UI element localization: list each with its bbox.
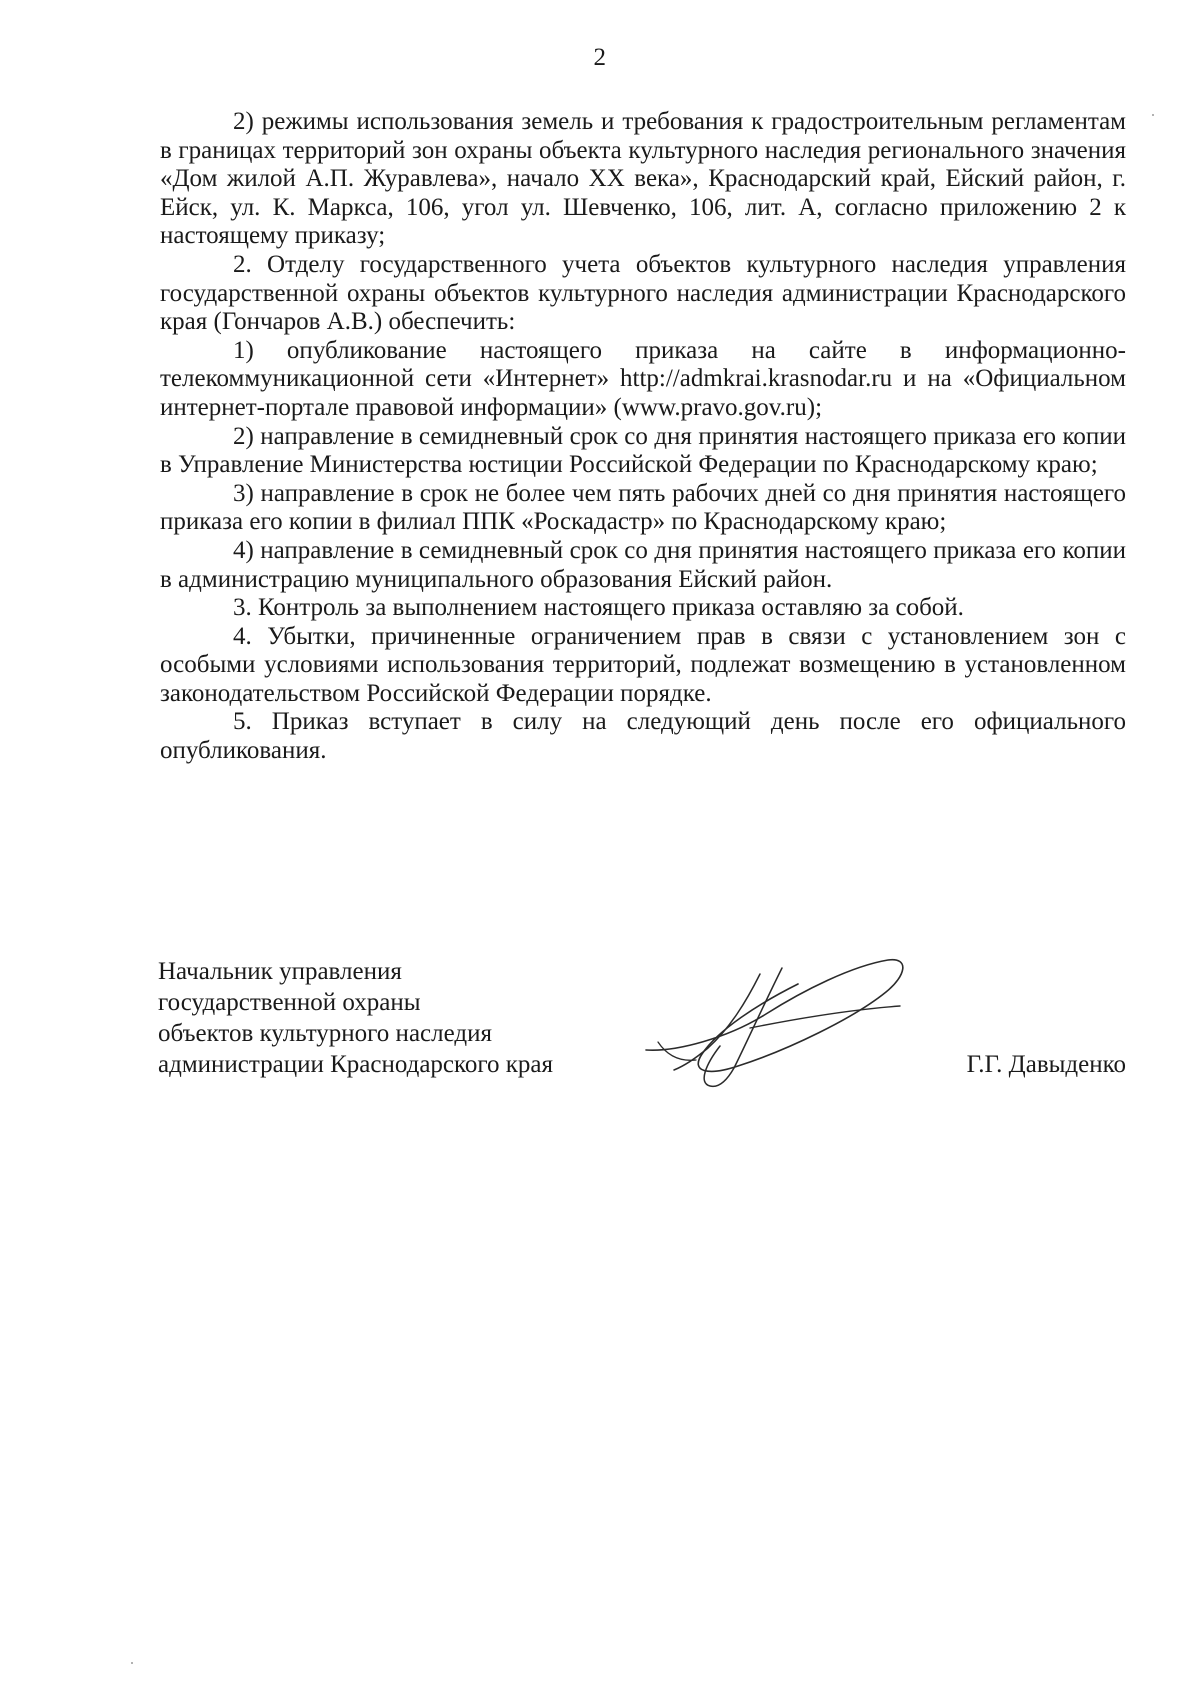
paragraph-ministry-of-justice-copy: 2) направление в семидневный срок со дня принятия настоящего приказа его копии в Управление Министерства юстиции Российской Федерации по Краснодарскому краю;: [160, 422, 1126, 479]
signature-block: [158, 956, 1126, 1106]
paragraph-damages: 4. Убытки, причиненные ограничением прав в связи с установлением зон с особыми условиями использования территорий, подлежат возмещению в установленном законодательством Российской Федерации порядке.: [160, 622, 1126, 707]
scan-speck: [131, 1662, 133, 1664]
handwritten-signature: [638, 946, 908, 1096]
signer-name: Г.Г. Давыденко: [966, 1051, 1126, 1078]
paragraph-publication: 1) опубликование настоящего приказа на сайте в информационно-телекоммуникационной сети «Интернет» http://admkrai.krasnodar.ru и на «Официальном интернет-портале правовой информации» (www.pravo.gov.ru);: [160, 336, 1126, 421]
signer-position-line: Начальник управления: [158, 958, 402, 985]
paragraph-municipality-copy: 4) направление в семидневный срок со дня принятия настоящего приказа его копии в администрацию муниципального образования Ейский район.: [160, 536, 1126, 593]
paragraph-control: 3. Контроль за выполнением настоящего приказа оставляю за собой.: [233, 594, 964, 622]
scan-speck: [1152, 114, 1154, 116]
order-body-text: [160, 108, 1126, 766]
signer-position-line: объектов культурного наследия: [158, 1020, 492, 1047]
paragraph-land-use-regimes: 2) режимы использования земель и требования к градостроительным регламентам в границах территорий зон охраны объекта культурного наследия регионального значения «Дом жилой А.П. Журавлева», начало XX века», Краснодарский край, Ейский район, г. Ейск, ул. К. Маркса, 106, угол ул. Шевченко, 106, лит. А, согласно приложению 2 к настоящему приказу;: [160, 108, 1126, 250]
signer-position-line: администрации Краснодарского края: [158, 1051, 554, 1078]
paragraph-roskadastr-copy: 3) направление в срок не более чем пять рабочих дней со дня принятия настоящего приказа его копии в филиал ППК «Роскадастр» по Краснодарскому краю;: [160, 479, 1126, 536]
signer-position-line: государственной охраны: [158, 989, 421, 1016]
paragraph-effective-date: 5. Приказ вступает в силу на следующий день после его официального опубликования.: [160, 708, 1126, 765]
page-number: 2: [593, 44, 607, 71]
paragraph-department-duties: 2. Отделу государственного учета объектов культурного наследия управления государственной охраны объектов культурного наследия администрации Краснодарского края (Гончаров А.В.) обеспечить:: [160, 250, 1126, 336]
